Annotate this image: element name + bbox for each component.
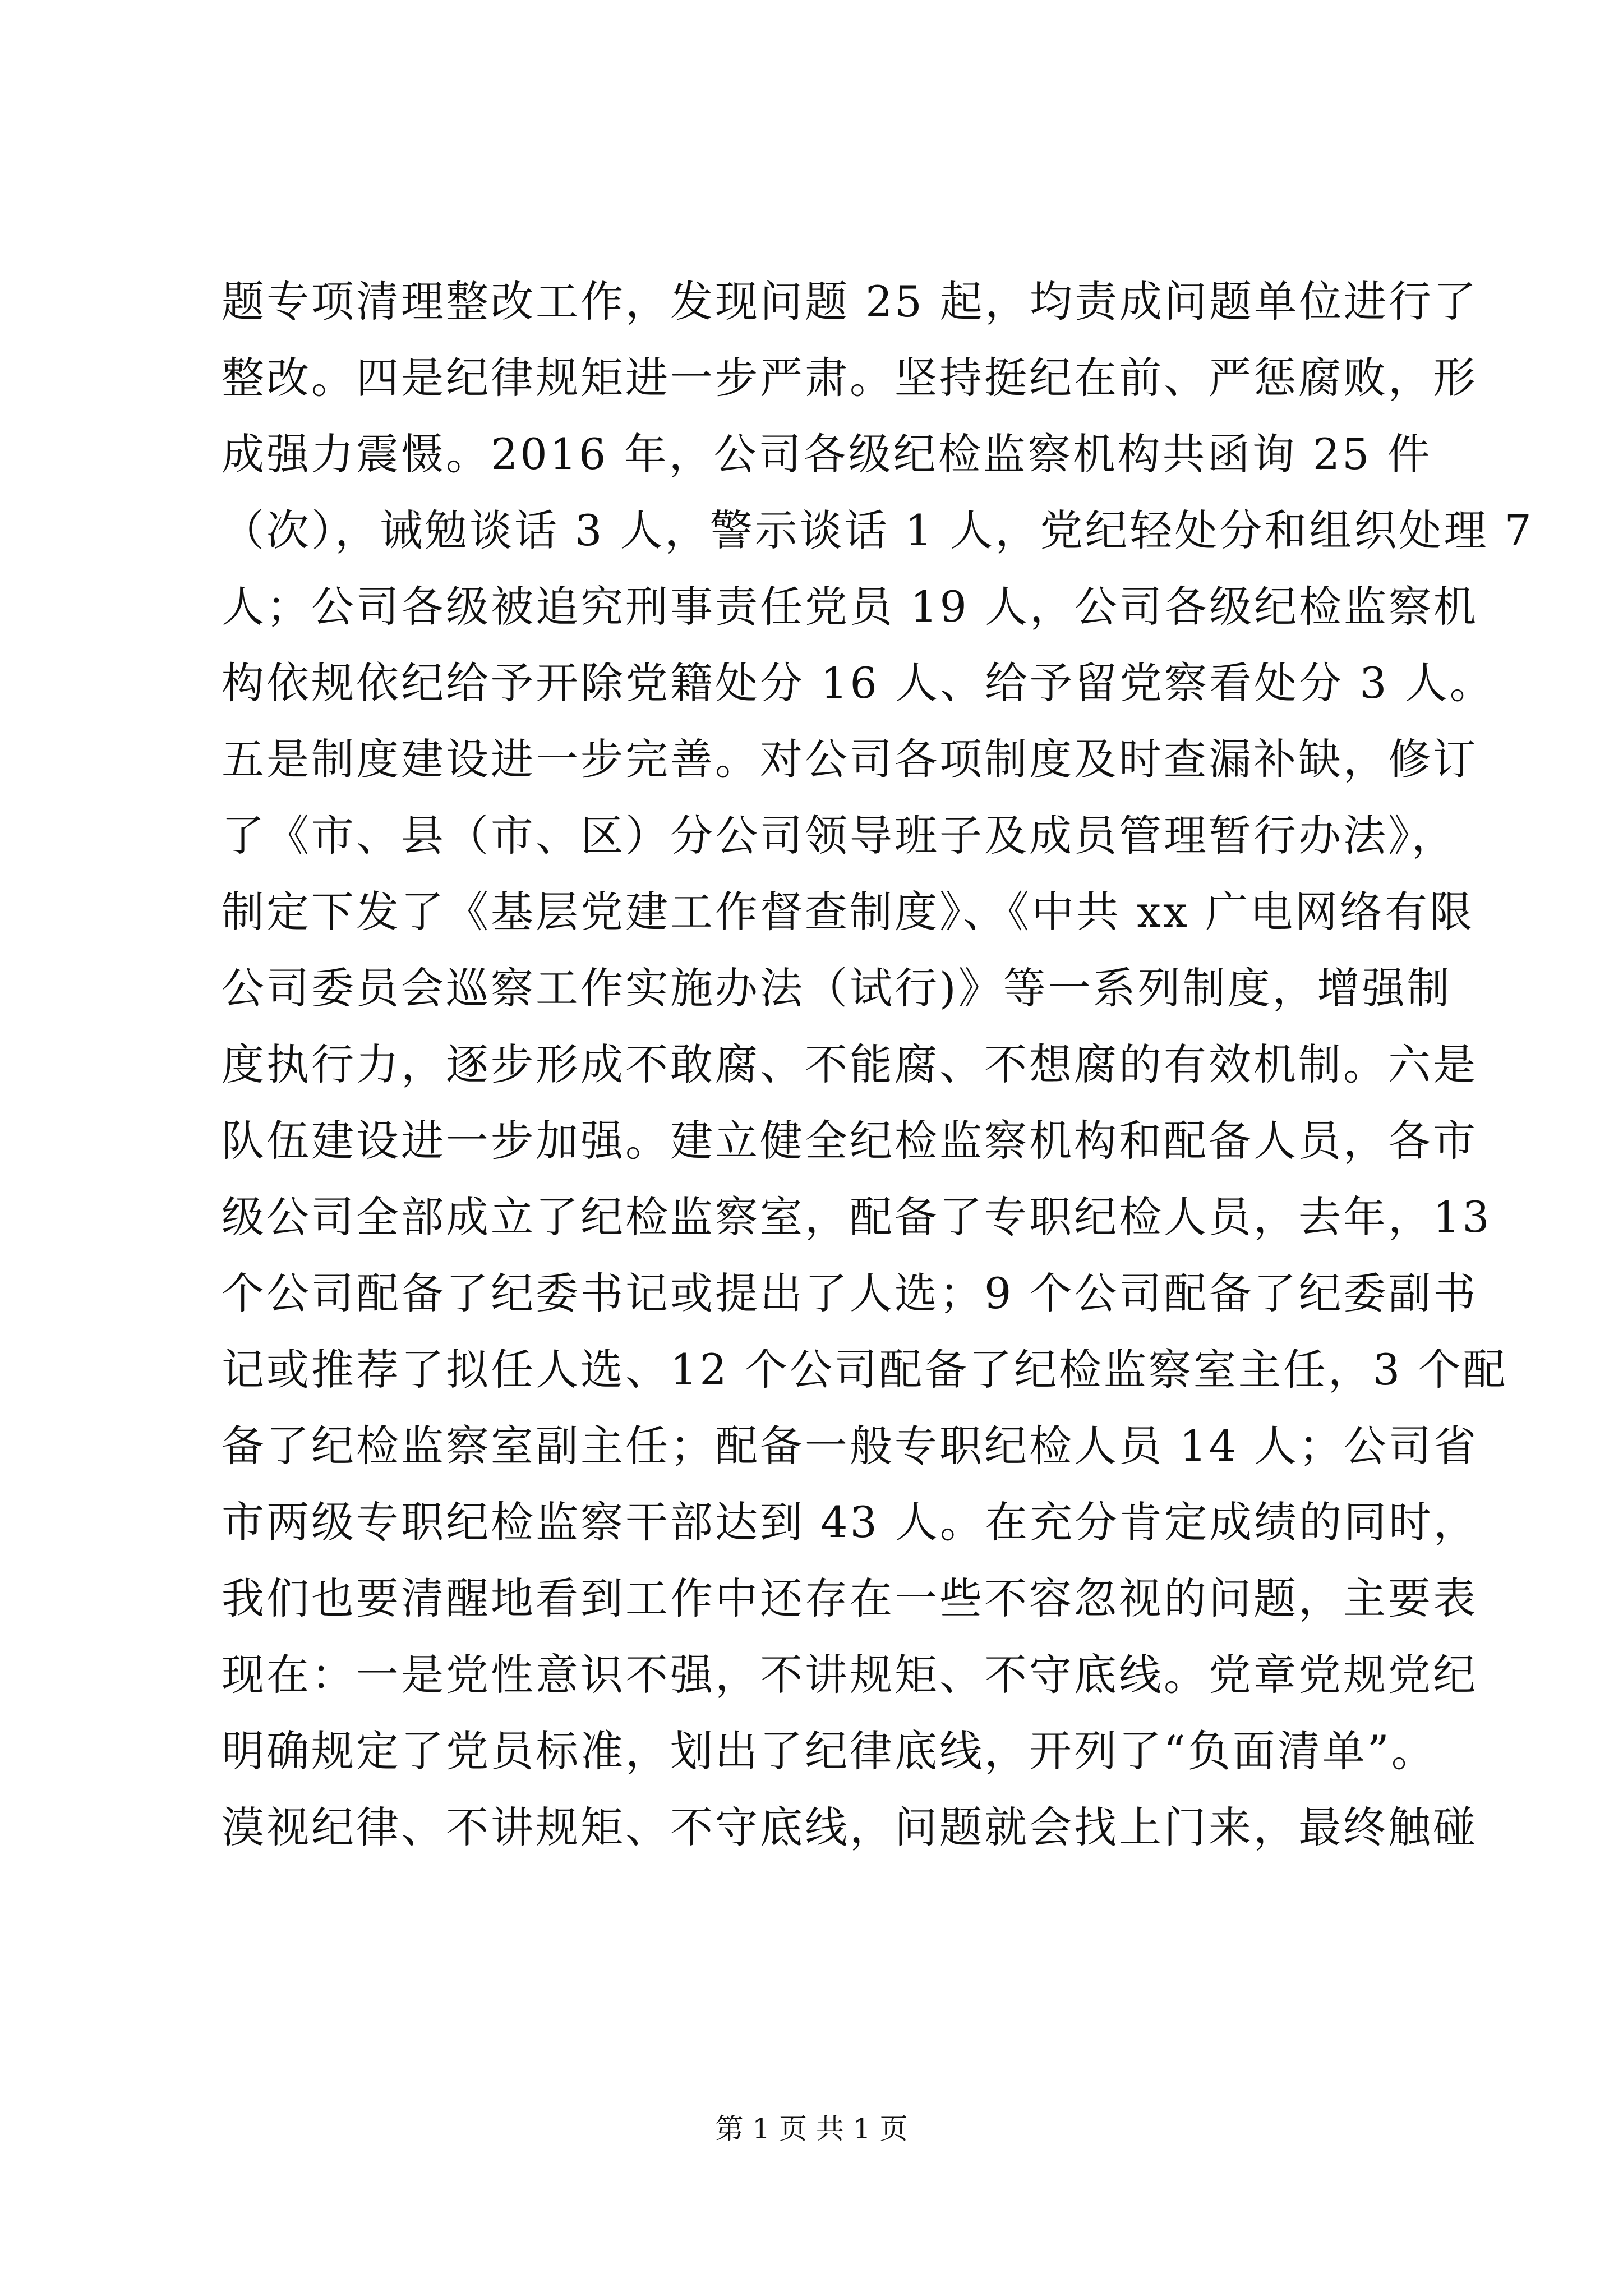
page-number-label: 第 1 页 共 1 页 xyxy=(715,2113,908,2145)
text-line: 了《市、县（市、区）分公司领导班子及成员管理暂行办法》， xyxy=(222,811,1456,861)
text-line: 队伍建设进一步加强。建立健全纪检监察机构和配备人员，各市 xyxy=(222,1116,1478,1166)
text-line: 制定下发了《基层党建工作督查制度》、《中共 xx 广电网络有限 xyxy=(222,887,1475,937)
text-line: 题专项清理整改工作，发现问题 25 起，均责成问题单位进行了 xyxy=(222,277,1479,326)
text-line: 我们也要清醒地看到工作中还存在一些不容忽视的问题，主要表 xyxy=(222,1573,1478,1623)
page-footer xyxy=(0,2109,1623,2148)
text-line: 级公司全部成立了纪检监察室，配备了专职纪检人员，去年，13 xyxy=(222,1192,1492,1242)
text-line: 市两级专职纪检监察干部达到 43 人。在充分肯定成绩的同时， xyxy=(222,1497,1479,1547)
text-line: 个公司配备了纪委书记或提出了人选；9 个公司配备了纪委副书 xyxy=(222,1268,1478,1318)
text-line: 整改。四是纪律规矩进一步严肃。坚持挺纪在前、严惩腐败，形 xyxy=(222,353,1478,403)
text-line: 记或推荐了拟任人选、12 个公司配备了纪检监察室主任，3 个配 xyxy=(222,1345,1508,1395)
text-line: 漠视纪律、不讲规矩、不守底线，问题就会找上门来，最终触碰 xyxy=(222,1802,1478,1852)
text-line: 备了纪检监察室副主任；配备一般专职纪检人员 14 人；公司省 xyxy=(222,1421,1479,1471)
text-line: 人；公司各级被追究刑事责任党员 19 人，公司各级纪检监察机 xyxy=(222,582,1479,632)
text-line: 度执行力，逐步形成不敢腐、不能腐、不想腐的有效机制。六是 xyxy=(222,1039,1478,1089)
text-line: 现在：一是党性意识不强，不讲规矩、不守底线。党章党规党纪 xyxy=(222,1650,1478,1700)
text-line: 成强力震慑。2016 年，公司各级纪检监察机构共函询 25 件 xyxy=(222,429,1432,479)
document-body xyxy=(222,264,1534,1866)
text-line: 明确规定了党员标准，划出了纪律底线，开列了“负面清单”。 xyxy=(222,1726,1436,1776)
text-line: 公司委员会巡察工作实施办法（试行)》等一系列制度，增强制 xyxy=(222,963,1452,1013)
text-line: （次），诫勉谈话 3 人，警示谈话 1 人，党纪轻处分和组织处理 7 xyxy=(222,505,1534,555)
text-line: 构依规依纪给予开除党籍处分 16 人、给予留党察看处分 3 人。 xyxy=(222,658,1495,708)
text-line: 五是制度建设进一步完善。对公司各项制度及时查漏补缺，修订 xyxy=(222,734,1478,784)
